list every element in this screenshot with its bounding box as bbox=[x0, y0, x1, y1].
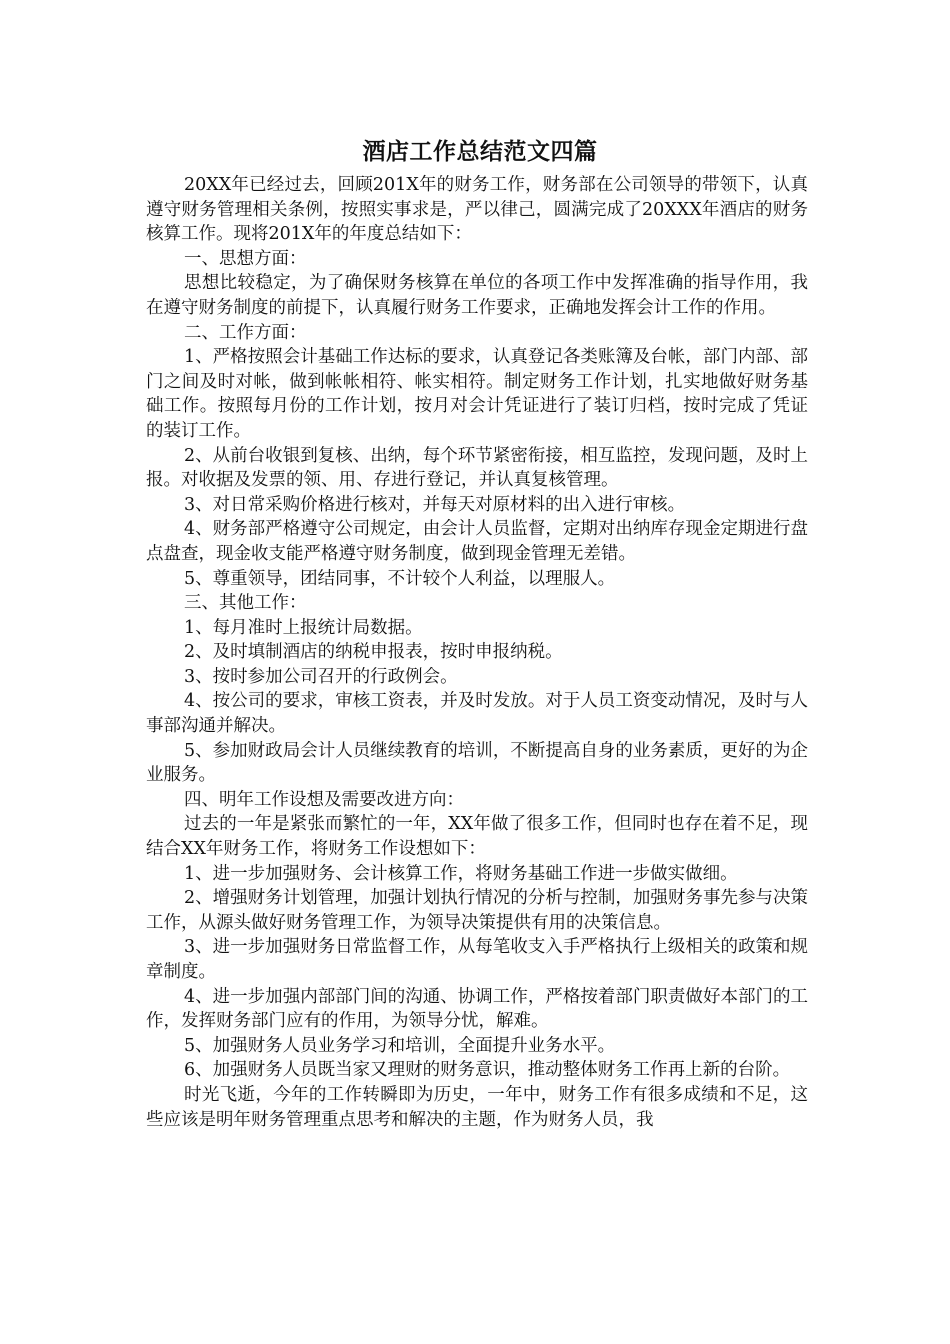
list-item-other-3: 3、按时参加公司召开的行政例会。 bbox=[184, 666, 458, 687]
section-heading-work: 二、工作方面： bbox=[184, 322, 307, 343]
list-item-plan-4: 4、进一步加强内部部门间的沟通、协调工作，严格按着部门职责做好本部门的工作，发挥财务部门应有的作用，为领导分忧，解难。 bbox=[146, 986, 808, 1032]
document-page bbox=[146, 132, 808, 1132]
list-item-work-5: 5、尊重领导，团结同事，不计较个人利益，以理服人。 bbox=[184, 568, 616, 589]
list-item-plan-5: 5、加强财务人员业务学习和培训，全面提升业务水平。 bbox=[184, 1035, 616, 1056]
list-item-other-5: 5、参加财政局会计人员继续教育的培训，不断提高自身的业务素质，更好的为企业服务。 bbox=[146, 740, 808, 786]
section-heading-other: 三、其他工作： bbox=[184, 593, 307, 614]
list-item-work-2: 2、从前台收银到复核、出纳，每个环节紧密衔接，相互监控，发现问题，及时上报。对收据及发票的领、用、存进行登记，并认真复核管理。 bbox=[146, 445, 808, 491]
section-heading-plan: 四、明年工作设想及需要改进方向： bbox=[184, 789, 464, 810]
paragraph-plan-intro: 过去的一年是紧张而繁忙的一年，XX年做了很多工作，但同时也存在着不足，现结合XX年财务工作，将财务工作设想如下： bbox=[146, 814, 808, 860]
list-item-plan-2: 2、增强财务计划管理，加强计划执行情况的分析与控制，加强财务事先参与决策工作，从源头做好财务管理工作，为领导决策提供有用的决策信息。 bbox=[146, 888, 808, 933]
list-item-work-1: 1、严格按照会计基础工作达标的要求，认真登记各类账簿及台帐，部门内部、部门之间及时对帐，做到帐帐相符、帐实相符。制定财务工作计划，扎实地做好财务基础工作。按照每月份的工作计划，按月对会计凭证进行了装订归档，按时完成了凭证的装订工作。 bbox=[146, 347, 808, 441]
list-item-other-4: 4、按公司的要求，审核工资表，并及时发放。对于人员工资变动情况，及时与人事部沟通并解决。 bbox=[146, 691, 808, 737]
list-item-other-2: 2、及时填制酒店的纳税申报表，按时申报纳税。 bbox=[184, 642, 563, 663]
list-item-other-1: 1、每月准时上报统计局数据。 bbox=[184, 617, 423, 638]
paragraph-closing: 时光飞逝，今年的工作转瞬即为历史，一年中，财务工作有很多成绩和不足，这些应该是明年财务管理重点思考和解决的主题，作为财务人员，我 bbox=[146, 1084, 808, 1130]
document-title: 酒店工作总结范文四篇 bbox=[362, 138, 598, 165]
paragraph-thought: 思想比较稳定，为了确保财务核算在单位的各项工作中发挥准确的指导作用，我在遵守财务制度的前提下，认真履行财务工作要求，正确地发挥会计工作的作用。 bbox=[146, 273, 808, 318]
list-item-work-3: 3、对日常采购价格进行核对，并每天对原材料的出入进行审核。 bbox=[184, 494, 686, 515]
list-item-plan-6: 6、加强财务人员既当家又理财的财务意识，推动整体财务工作再上新的台阶。 bbox=[184, 1060, 791, 1081]
list-item-work-4: 4、财务部严格遵守公司规定，由会计人员监督，定期对出纳库存现金定期进行盘点盘查，现金收支能严格遵守财务制度，做到现金管理无差错。 bbox=[146, 519, 808, 564]
paragraph-intro: 20XX年已经过去，回顾201X年的财务工作，财务部在公司领导的带领下，认真遵守财务管理相关条例，按照实事求是，严以律己，圆满完成了20XXX年酒店的财务核算工作。现将201X年的年度总结如下： bbox=[146, 175, 808, 245]
list-item-plan-1: 1、进一步加强财务、会计核算工作，将财务基础工作进一步做实做细。 bbox=[184, 863, 738, 884]
section-heading-thought: 一、思想方面： bbox=[184, 248, 307, 269]
list-item-plan-3: 3、进一步加强财务日常监督工作，从每笔收支入手严格执行上级相关的政策和规章制度。 bbox=[146, 937, 808, 982]
